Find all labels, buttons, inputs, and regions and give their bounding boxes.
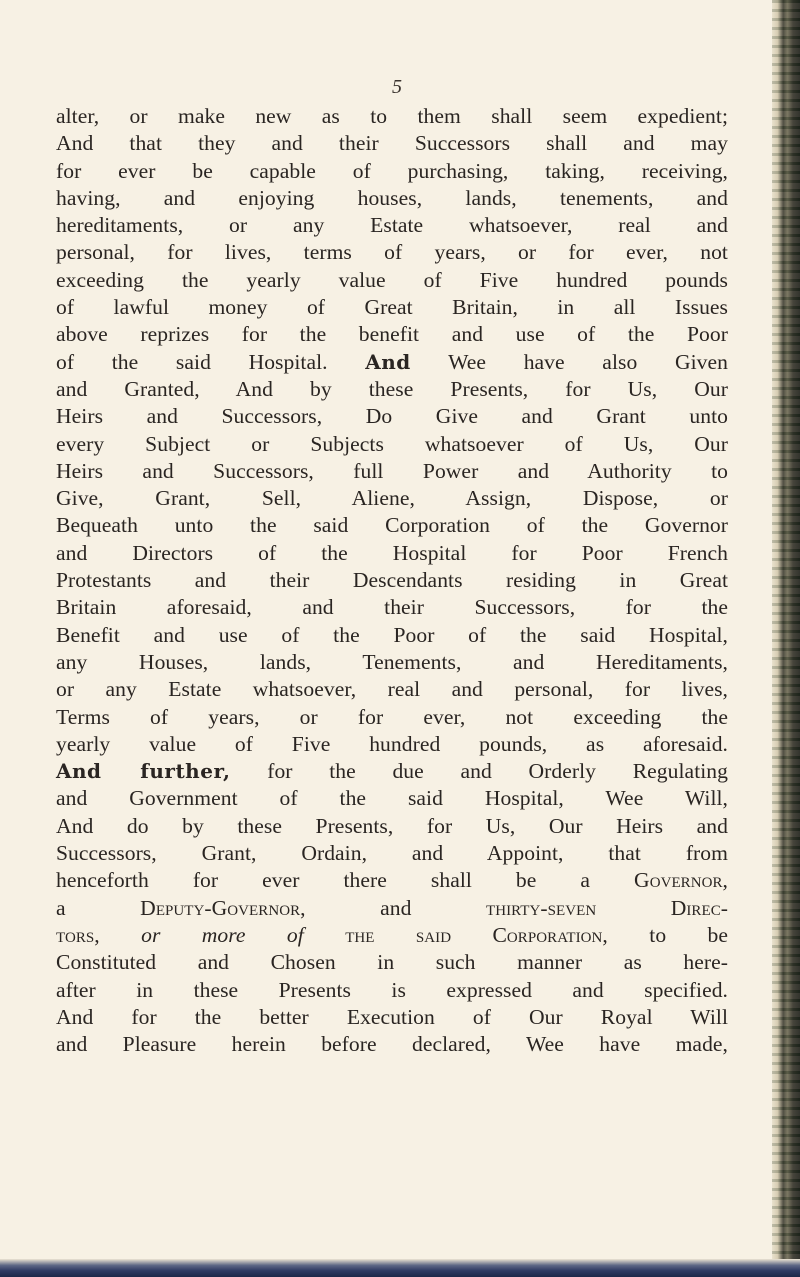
text-line: every Subject or Subjects whatsoever of Us, Our (56, 431, 728, 456)
text-line: And that they and their Successors shall and may (56, 131, 728, 156)
text-line: for ever be capable of purchasing, taking, receiving, (56, 158, 728, 183)
text-line: And for the better Execution of Our Royal Will (56, 1004, 728, 1029)
blackletter-and: And (365, 349, 411, 374)
text-line: Heirs and Successors, full Power and Authority to (56, 458, 728, 483)
text-line: Constituted and Chosen in such manner as here- (56, 950, 728, 975)
text-line: hereditaments, or any Estate whatsoever, real and (56, 213, 728, 238)
text-segment: for the due and Orderly Regulating (267, 759, 728, 784)
text-line: Protestants and their Descendants residing in Great (56, 568, 728, 593)
text-line (56, 349, 728, 376)
text-line: And do by these Presents, for Us, Our Heirs and (56, 813, 728, 838)
page-number: 5 (392, 76, 402, 98)
text-line: exceeding the yearly value of Five hundred pounds (56, 267, 728, 292)
italic-or-more-of: or more of (141, 922, 304, 947)
small-caps-thirty-seven: thirty-seven (485, 895, 597, 920)
text-line: and Directors of the Hospital for Poor French (56, 540, 728, 565)
text-segment: and (380, 895, 412, 920)
text-line: and Government of the said Hospital, Wee Will, (56, 786, 728, 811)
text-line: above reprizes for the benefit and use of the Poor (56, 322, 728, 347)
text-line: Successors, Grant, Ordain, and Appoint, that from (56, 841, 728, 866)
text-line: after in these Presents is expressed and specified. (56, 977, 728, 1002)
text-line: or any Estate whatsoever, real and personal, for lives, (56, 677, 728, 702)
text-line: of lawful money of Great Britain, in all Issues (56, 295, 728, 320)
text-line (56, 758, 728, 785)
text-segment: henceforth for ever there shall be a (56, 868, 591, 893)
small-caps-corporation: Corporation, (492, 922, 608, 947)
text-line (56, 895, 728, 922)
text-line: any Houses, lands, Tenements, and Hereditaments, (56, 649, 728, 674)
text-line: and Granted, And by these Presents, for Us, Our (56, 376, 728, 401)
text-line (56, 922, 728, 949)
text-line: Benefit and use of the Poor of the said Hospital, (56, 622, 728, 647)
text-line (56, 867, 728, 894)
small-caps-tors: tors, (56, 922, 100, 947)
book-spine-texture (772, 0, 800, 1277)
page-bottom-edge (0, 1259, 800, 1277)
small-caps-directors: Direc- (670, 895, 728, 920)
text-line: Terms of years, or for ever, not exceeding the (56, 704, 728, 729)
text-line: Heirs and Successors, Do Give and Grant unto (56, 404, 728, 429)
text-line: personal, for lives, terms of years, or for ever, not (56, 240, 728, 265)
small-caps-governor: Governor, (634, 868, 728, 893)
text-segment: to be (649, 922, 729, 947)
body-text (56, 103, 728, 1058)
text-line: Give, Grant, Sell, Aliene, Assign, Dispose, or (56, 486, 728, 511)
small-caps-the-said: the said (345, 922, 452, 947)
text-segment: a (56, 895, 66, 920)
text-line: Bequeath unto the said Corporation of the Governor (56, 513, 728, 538)
text-line: having, and enjoying houses, lands, tenements, and (56, 185, 728, 210)
text-segment: Wee have also Given (448, 349, 728, 374)
text-segment: of the said Hospital. (56, 349, 328, 374)
small-caps-deputy-governor: Deputy-Governor, (140, 895, 306, 920)
text-line: and Pleasure herein before declared, Wee have made, (56, 1032, 728, 1057)
blackletter-and-further: And further, (56, 759, 231, 784)
text-line: yearly value of Five hundred pounds, as aforesaid. (56, 731, 728, 756)
text-line: Britain aforesaid, and their Successors, for the (56, 595, 728, 620)
text-line: alter, or make new as to them shall seem expedient; (56, 104, 728, 128)
